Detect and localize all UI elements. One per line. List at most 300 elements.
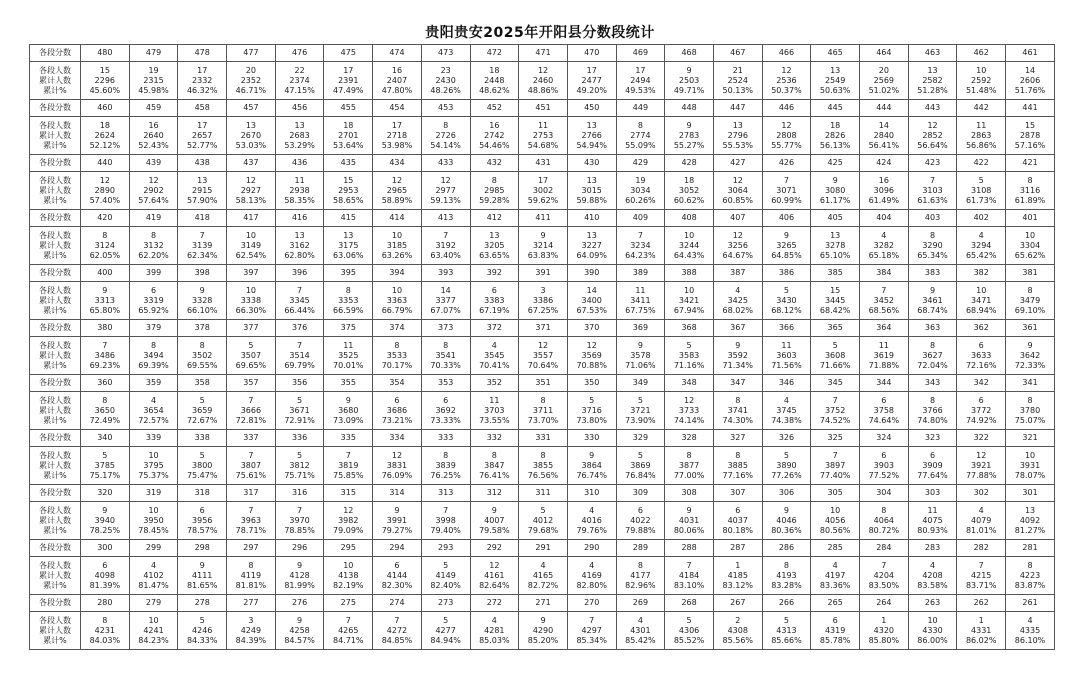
percent-value: 47.80% bbox=[381, 85, 413, 95]
percent-value: 72.91% bbox=[284, 415, 315, 425]
percent-value: 84.03% bbox=[89, 635, 121, 645]
cumulative-value: 4249 bbox=[240, 625, 262, 635]
cumulative-value: 3479 bbox=[1019, 295, 1041, 305]
cumulative-value: 4046 bbox=[776, 515, 797, 525]
percent-value: 70.17% bbox=[381, 360, 413, 370]
percent-value: 84.33% bbox=[186, 635, 218, 645]
percent-value: 56.64% bbox=[917, 140, 948, 150]
score-cell: 383 bbox=[908, 265, 957, 282]
count-value: 6 bbox=[929, 450, 936, 460]
count-value: 4 bbox=[735, 285, 741, 295]
stats-cell bbox=[421, 447, 470, 485]
percent-value: 85.20% bbox=[527, 635, 559, 645]
stats-cell bbox=[762, 227, 811, 265]
cumulative-value: 4272 bbox=[386, 625, 408, 635]
stats-row bbox=[30, 392, 1055, 430]
score-cell: 314 bbox=[373, 485, 422, 502]
cumulative-value: 3839 bbox=[435, 460, 456, 470]
count-value: 13 bbox=[294, 120, 305, 130]
count-value: 7 bbox=[248, 505, 254, 515]
score-cell: 414 bbox=[373, 210, 422, 227]
score-row bbox=[30, 540, 1055, 557]
count-value: 10 bbox=[343, 560, 354, 570]
percent-value: 76.41% bbox=[479, 470, 510, 480]
stats-cell bbox=[567, 392, 616, 430]
percent-value: 81.99% bbox=[284, 580, 315, 590]
score-cell: 434 bbox=[373, 155, 422, 172]
cumulative-value: 4308 bbox=[727, 625, 748, 635]
stats-cell bbox=[470, 447, 519, 485]
cumulative-value: 4016 bbox=[581, 515, 602, 525]
count-value: 8 bbox=[637, 560, 643, 570]
count-value: 16 bbox=[391, 65, 403, 75]
count-value: 9 bbox=[102, 505, 108, 515]
score-cell: 451 bbox=[519, 100, 568, 117]
score-cell: 307 bbox=[713, 485, 762, 502]
count-value: 7 bbox=[248, 450, 254, 460]
count-label: 各段人数 bbox=[39, 175, 71, 185]
count-value: 10 bbox=[245, 285, 256, 295]
stats-cell bbox=[811, 282, 860, 320]
stats-cell bbox=[373, 337, 422, 375]
cumulative-value: 4319 bbox=[824, 625, 846, 635]
percent-value: 62.20% bbox=[138, 250, 169, 260]
score-cell: 366 bbox=[762, 320, 811, 337]
stats-label bbox=[30, 502, 81, 540]
percent-value: 52.12% bbox=[89, 140, 121, 150]
percent-value: 74.14% bbox=[673, 415, 705, 425]
stats-cell bbox=[129, 447, 178, 485]
cumulative-value: 3353 bbox=[338, 295, 359, 305]
cumulative-value: 2448 bbox=[484, 75, 505, 85]
percent-value: 83.36% bbox=[819, 580, 851, 590]
count-value: 7 bbox=[248, 395, 254, 405]
score-cell: 276 bbox=[275, 595, 324, 612]
score-cell: 418 bbox=[178, 210, 227, 227]
percent-value: 66.79% bbox=[381, 305, 413, 315]
stats-cell bbox=[567, 502, 616, 540]
percent-value: 76.74% bbox=[576, 470, 607, 480]
percent-value: 70.41% bbox=[479, 360, 510, 370]
stats-cell bbox=[81, 612, 130, 650]
count-value: 5 bbox=[199, 450, 205, 460]
percent-value: 71.34% bbox=[722, 360, 754, 370]
cumulative-value: 3421 bbox=[678, 295, 700, 305]
percent-value: 77.52% bbox=[868, 470, 900, 480]
count-value: 8 bbox=[248, 560, 254, 570]
cumulative-value: 3124 bbox=[94, 240, 116, 250]
stats-label bbox=[30, 337, 81, 375]
cumulative-value: 3205 bbox=[484, 240, 505, 250]
stats-cell bbox=[908, 62, 957, 100]
stats-cell bbox=[227, 392, 276, 430]
stats-cell bbox=[470, 557, 519, 595]
cumulative-value: 3921 bbox=[971, 460, 992, 470]
score-cell: 337 bbox=[227, 430, 276, 447]
score-cell: 270 bbox=[567, 595, 616, 612]
count-value: 12 bbox=[391, 175, 403, 185]
cumulative-value: 2766 bbox=[581, 130, 602, 140]
percent-value: 86.02% bbox=[965, 635, 997, 645]
count-value: 13 bbox=[294, 230, 305, 240]
count-value: 2 bbox=[735, 615, 741, 625]
percent-value: 80.56% bbox=[819, 525, 851, 535]
stats-row bbox=[30, 117, 1055, 155]
stats-cell bbox=[129, 172, 178, 210]
cumulative-value: 4241 bbox=[143, 625, 164, 635]
stats-cell bbox=[616, 502, 665, 540]
percent-value: 49.71% bbox=[673, 85, 705, 95]
score-cell: 329 bbox=[616, 430, 665, 447]
score-cell: 365 bbox=[811, 320, 860, 337]
score-cell: 267 bbox=[713, 595, 762, 612]
percent-value: 45.98% bbox=[138, 85, 169, 95]
cumulative-value: 3666 bbox=[240, 405, 262, 415]
cumulative-value: 3877 bbox=[678, 460, 700, 470]
score-cell: 371 bbox=[519, 320, 568, 337]
stats-cell bbox=[567, 62, 616, 100]
stats-cell bbox=[519, 337, 568, 375]
cumulative-value: 2852 bbox=[922, 130, 943, 140]
cumulative-value: 3175 bbox=[338, 240, 359, 250]
stats-cell bbox=[227, 117, 276, 155]
cumulative-value: 2985 bbox=[484, 185, 505, 195]
count-value: 6 bbox=[491, 285, 497, 295]
count-value: 18 bbox=[99, 120, 110, 130]
stats-row bbox=[30, 447, 1055, 485]
stats-cell bbox=[519, 447, 568, 485]
percent-value: 56.41% bbox=[868, 140, 900, 150]
cumulative-value: 3328 bbox=[192, 295, 213, 305]
count-value: 17 bbox=[586, 65, 597, 75]
stats-cell bbox=[373, 62, 422, 100]
stats-cell bbox=[665, 117, 714, 155]
stats-cell bbox=[178, 172, 227, 210]
count-value: 4 bbox=[783, 395, 790, 405]
count-value: 8 bbox=[637, 120, 643, 130]
stats-cell bbox=[713, 612, 762, 650]
count-value: 8 bbox=[1027, 395, 1033, 405]
score-row bbox=[30, 265, 1055, 282]
cumulative-value: 3578 bbox=[630, 350, 651, 360]
cumulative-value: 3502 bbox=[192, 350, 213, 360]
cumulative-value: 4149 bbox=[435, 570, 456, 580]
stats-cell bbox=[616, 557, 665, 595]
stats-cell bbox=[373, 282, 422, 320]
score-cell: 357 bbox=[227, 375, 276, 392]
count-value: 6 bbox=[881, 395, 887, 405]
stats-cell bbox=[81, 172, 130, 210]
count-value: 7 bbox=[978, 560, 984, 570]
percent-value: 60.62% bbox=[673, 195, 705, 205]
percent-value: 67.53% bbox=[576, 305, 607, 315]
score-cell: 390 bbox=[567, 265, 616, 282]
count-value: 14 bbox=[1024, 65, 1036, 75]
score-cell: 320 bbox=[81, 485, 130, 502]
score-cell: 462 bbox=[957, 45, 1006, 62]
count-value: 18 bbox=[684, 175, 695, 185]
stats-cell bbox=[227, 172, 276, 210]
percent-value: 61.49% bbox=[868, 195, 900, 205]
count-value: 9 bbox=[929, 285, 936, 295]
count-value: 13 bbox=[586, 120, 597, 130]
count-value: 11 bbox=[294, 175, 305, 185]
stats-cell bbox=[275, 337, 324, 375]
stats-cell bbox=[470, 227, 519, 265]
score-cell: 367 bbox=[713, 320, 762, 337]
stats-cell bbox=[519, 172, 568, 210]
cumulative-value: 2494 bbox=[630, 75, 651, 85]
percent-value: 56.86% bbox=[965, 140, 997, 150]
stats-cell bbox=[129, 282, 178, 320]
cumulative-value: 2753 bbox=[532, 130, 554, 140]
stats-cell bbox=[665, 337, 714, 375]
cumulative-value: 3383 bbox=[484, 295, 505, 305]
count-value: 10 bbox=[148, 505, 159, 515]
score-cell: 261 bbox=[1006, 595, 1055, 612]
count-value: 7 bbox=[832, 395, 838, 405]
stats-cell bbox=[519, 502, 568, 540]
percent-value: 74.30% bbox=[722, 415, 754, 425]
count-value: 11 bbox=[781, 340, 792, 350]
stats-cell bbox=[1006, 337, 1055, 375]
cumulative-value: 3909 bbox=[922, 460, 943, 470]
score-cell: 355 bbox=[324, 375, 373, 392]
stats-cell bbox=[227, 447, 276, 485]
cumulative-value: 3766 bbox=[922, 405, 943, 415]
cumulative-value: 2332 bbox=[192, 75, 213, 85]
cumulative-value: 3583 bbox=[678, 350, 700, 360]
cumulative-value: 3149 bbox=[240, 240, 262, 250]
percent-value: 55.53% bbox=[722, 140, 754, 150]
stats-cell bbox=[129, 557, 178, 595]
score-cell: 454 bbox=[373, 100, 422, 117]
score-cell: 475 bbox=[324, 45, 373, 62]
score-cell: 407 bbox=[713, 210, 762, 227]
cumulative-value: 3654 bbox=[143, 405, 164, 415]
score-label: 各段分数 bbox=[30, 485, 81, 502]
stats-cell bbox=[616, 117, 665, 155]
count-value: 10 bbox=[1024, 230, 1036, 240]
count-value: 8 bbox=[102, 615, 108, 625]
score-cell: 406 bbox=[762, 210, 811, 227]
count-value: 13 bbox=[586, 175, 597, 185]
count-value: 9 bbox=[199, 285, 205, 295]
count-value: 5 bbox=[686, 615, 692, 625]
stats-cell bbox=[275, 172, 324, 210]
stats-cell bbox=[227, 337, 276, 375]
stats-cell bbox=[908, 337, 957, 375]
count-value: 12 bbox=[391, 450, 403, 460]
count-value: 3 bbox=[248, 615, 254, 625]
score-cell: 280 bbox=[81, 595, 130, 612]
percent-value: 53.03% bbox=[235, 140, 267, 150]
stats-cell bbox=[762, 612, 811, 650]
stats-cell bbox=[81, 282, 130, 320]
percent-value: 63.06% bbox=[333, 250, 364, 260]
stats-cell bbox=[1006, 447, 1055, 485]
count-value: 4 bbox=[589, 505, 595, 515]
stats-cell bbox=[665, 282, 714, 320]
stats-cell bbox=[860, 502, 909, 540]
percent-value: 79.40% bbox=[430, 525, 461, 535]
cumulative-value: 4161 bbox=[484, 570, 505, 580]
score-cell: 405 bbox=[811, 210, 860, 227]
count-value: 6 bbox=[637, 505, 643, 515]
count-value: 7 bbox=[832, 450, 838, 460]
score-cell: 453 bbox=[421, 100, 470, 117]
percent-value: 76.56% bbox=[527, 470, 559, 480]
stats-cell bbox=[178, 502, 227, 540]
percent-value: 56.13% bbox=[819, 140, 851, 150]
cumulative-value: 4165 bbox=[532, 570, 554, 580]
score-cell: 298 bbox=[178, 540, 227, 557]
score-cell: 310 bbox=[567, 485, 616, 502]
score-cell: 479 bbox=[129, 45, 178, 62]
stats-cell bbox=[470, 337, 519, 375]
cumulative-value: 2902 bbox=[143, 185, 164, 195]
score-cell: 402 bbox=[957, 210, 1006, 227]
percent-value: 58.35% bbox=[284, 195, 315, 205]
percent-value: 54.46% bbox=[479, 140, 510, 150]
percent-value: 83.50% bbox=[868, 580, 900, 590]
count-label: 各段人数 bbox=[39, 65, 71, 75]
cumulative-value: 3541 bbox=[435, 350, 456, 360]
stats-cell bbox=[713, 447, 762, 485]
cumulative-value: 3265 bbox=[776, 240, 797, 250]
percent-value: 78.25% bbox=[89, 525, 121, 535]
stats-cell bbox=[81, 392, 130, 430]
cumulative-value: 4169 bbox=[581, 570, 602, 580]
stats-cell bbox=[421, 392, 470, 430]
percent-value: 66.30% bbox=[235, 305, 267, 315]
count-value: 12 bbox=[976, 450, 987, 460]
cumulative-value: 2477 bbox=[581, 75, 602, 85]
percent-value: 64.67% bbox=[722, 250, 754, 260]
percent-value: 73.09% bbox=[333, 415, 364, 425]
percent-value: 80.18% bbox=[722, 525, 754, 535]
stats-cell bbox=[860, 447, 909, 485]
stats-cell bbox=[324, 447, 373, 485]
stats-cell bbox=[324, 392, 373, 430]
percent-value: 81.65% bbox=[186, 580, 218, 590]
stats-cell bbox=[762, 337, 811, 375]
count-value: 16 bbox=[489, 120, 500, 130]
count-value: 6 bbox=[978, 395, 984, 405]
percent-value: 51.28% bbox=[917, 85, 948, 95]
score-cell: 262 bbox=[957, 595, 1006, 612]
score-cell: 397 bbox=[227, 265, 276, 282]
stats-cell bbox=[373, 117, 422, 155]
score-cell: 296 bbox=[275, 540, 324, 557]
score-cell: 424 bbox=[860, 155, 909, 172]
score-cell: 425 bbox=[811, 155, 860, 172]
stats-label bbox=[30, 62, 81, 100]
count-value: 8 bbox=[491, 450, 497, 460]
score-cell: 285 bbox=[811, 540, 860, 557]
cumulative-value: 3716 bbox=[581, 405, 602, 415]
count-label: 各段人数 bbox=[39, 450, 71, 460]
cumulative-value: 2915 bbox=[192, 185, 213, 195]
percent-value: 47.49% bbox=[333, 85, 364, 95]
cumulative-value: 4185 bbox=[727, 570, 748, 580]
stats-cell bbox=[373, 502, 422, 540]
cumulative-value: 4197 bbox=[824, 570, 846, 580]
cumulative-value: 3345 bbox=[289, 295, 310, 305]
cumulative-value: 3991 bbox=[386, 515, 408, 525]
cumulative-value: 2569 bbox=[873, 75, 895, 85]
score-cell: 315 bbox=[324, 485, 373, 502]
score-cell: 299 bbox=[129, 540, 178, 557]
score-cell: 410 bbox=[567, 210, 616, 227]
cumulative-value: 3752 bbox=[824, 405, 846, 415]
cumulative-value: 3486 bbox=[94, 350, 116, 360]
score-cell: 308 bbox=[665, 485, 714, 502]
cumulative-value: 3890 bbox=[776, 460, 797, 470]
stats-cell bbox=[908, 612, 957, 650]
stats-cell bbox=[373, 612, 422, 650]
count-value: 13 bbox=[586, 230, 597, 240]
stats-cell bbox=[470, 172, 519, 210]
count-value: 7 bbox=[783, 175, 790, 185]
count-value: 12 bbox=[732, 175, 743, 185]
cumulative-value: 2592 bbox=[971, 75, 992, 85]
count-value: 6 bbox=[394, 395, 400, 405]
score-cell: 343 bbox=[908, 375, 957, 392]
cumulative-value: 2774 bbox=[630, 130, 651, 140]
cumulative-value: 4331 bbox=[971, 625, 992, 635]
percent-value: 51.02% bbox=[868, 85, 900, 95]
count-value: 11 bbox=[489, 395, 500, 405]
score-cell: 369 bbox=[616, 320, 665, 337]
stats-cell bbox=[129, 227, 178, 265]
stats-cell bbox=[81, 62, 130, 100]
cumulative-value: 2582 bbox=[922, 75, 943, 85]
stats-cell bbox=[860, 227, 909, 265]
cumulative-value: 3897 bbox=[824, 460, 846, 470]
score-cell: 426 bbox=[762, 155, 811, 172]
stats-cell bbox=[665, 557, 714, 595]
count-value: 10 bbox=[684, 285, 695, 295]
stats-cell bbox=[470, 392, 519, 430]
cumulative-value: 2657 bbox=[192, 130, 213, 140]
percent-value: 83.10% bbox=[673, 580, 705, 590]
count-value: 5 bbox=[297, 395, 303, 405]
cumulative-value: 2460 bbox=[532, 75, 554, 85]
score-label: 各段分数 bbox=[30, 320, 81, 337]
cumulative-value: 4290 bbox=[532, 625, 554, 635]
count-value: 7 bbox=[929, 175, 936, 185]
cum-label: 累计人数 bbox=[39, 515, 71, 525]
stats-cell bbox=[373, 172, 422, 210]
stats-cell bbox=[81, 502, 130, 540]
percent-value: 74.80% bbox=[917, 415, 948, 425]
score-cell: 423 bbox=[908, 155, 957, 172]
count-value: 6 bbox=[978, 340, 984, 350]
cumulative-value: 3192 bbox=[435, 240, 456, 250]
percent-value: 73.90% bbox=[625, 415, 656, 425]
score-cell: 269 bbox=[616, 595, 665, 612]
percent-value: 69.65% bbox=[235, 360, 267, 370]
count-value: 12 bbox=[99, 175, 110, 185]
count-value: 9 bbox=[832, 175, 838, 185]
stats-cell bbox=[762, 62, 811, 100]
count-value: 21 bbox=[732, 65, 743, 75]
stats-cell bbox=[275, 282, 324, 320]
percent-value: 70.33% bbox=[430, 360, 461, 370]
percent-value: 73.80% bbox=[576, 415, 607, 425]
percent-value: 77.40% bbox=[819, 470, 851, 480]
